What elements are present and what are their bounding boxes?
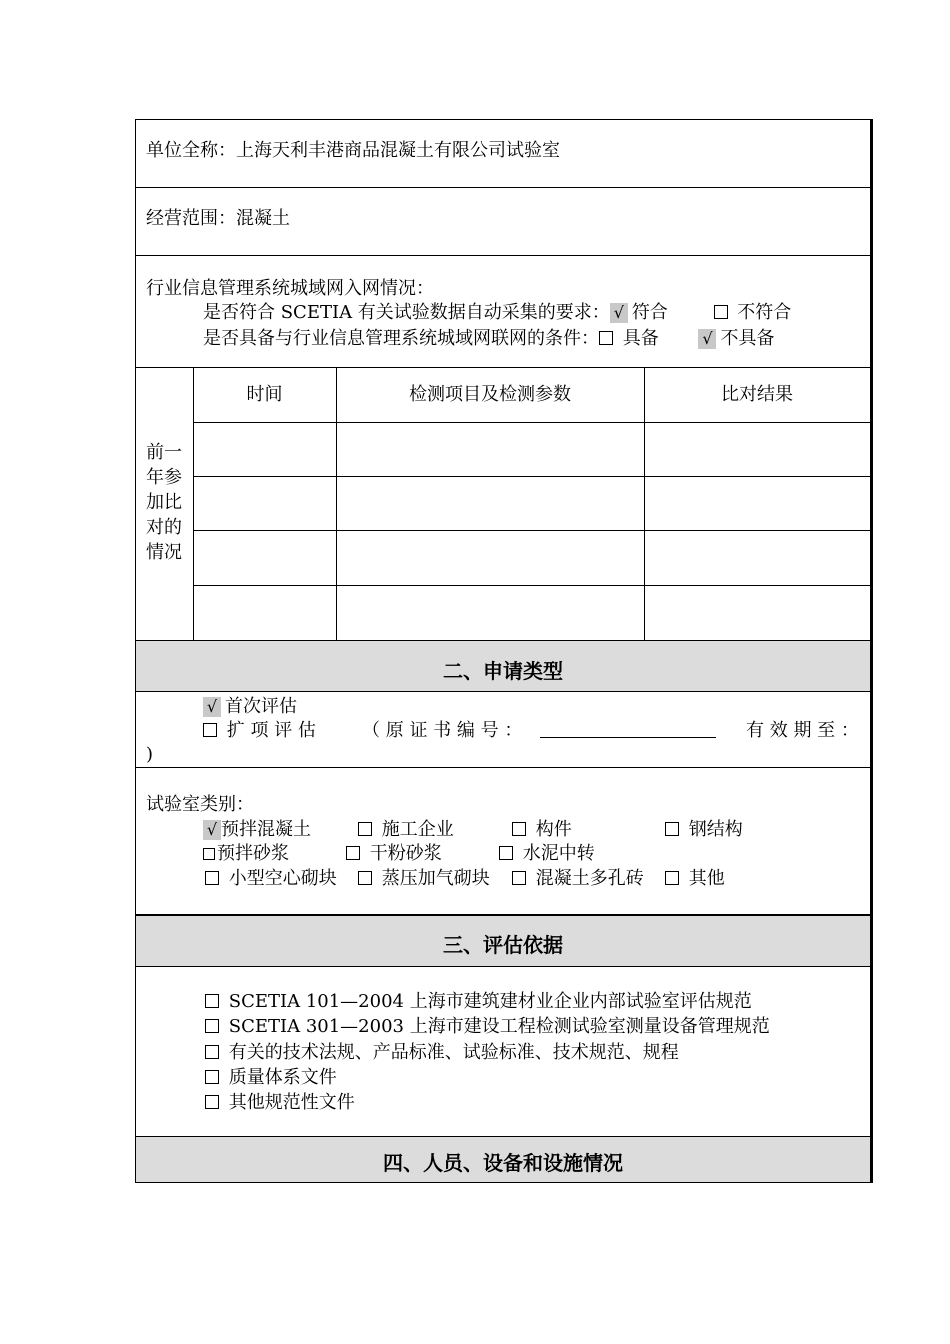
- side-label-line: 年参: [146, 467, 182, 488]
- basis-item: [205, 1014, 770, 1039]
- lab-type-checkbox[interactable]: [205, 871, 219, 885]
- side-label-line: 情况: [146, 542, 182, 563]
- basis-item: [205, 1090, 355, 1115]
- unit-name: [146, 138, 560, 163]
- network-title: 行业信息管理系统城域网入网情况：: [146, 278, 434, 299]
- basis-row: [136, 967, 870, 1137]
- header-result: 比对结果: [721, 384, 793, 405]
- basis-item: [205, 1065, 337, 1090]
- expand-eval-label: 扩 项 评 估: [226, 720, 316, 741]
- ready-mix-concrete-checkbox[interactable]: √: [203, 820, 221, 840]
- q2-have-label: 具备: [622, 328, 659, 349]
- application-form: [135, 119, 871, 1183]
- lab-type-checkbox[interactable]: [665, 871, 679, 885]
- section-2-title: 二、申请类型: [443, 659, 563, 683]
- q1-conform-checkbox[interactable]: √: [610, 303, 628, 323]
- side-label-line: 加比: [146, 492, 182, 513]
- unit-label: 单位全称：: [146, 140, 236, 161]
- header-items: 检测项目及检测参数: [409, 384, 571, 405]
- network-q2-text: 是否具备与行业信息管理系统城域网联网的条件：: [203, 328, 599, 349]
- q1-nonconform-label: 不符合: [737, 302, 792, 323]
- lab-type-option: [203, 841, 289, 866]
- lab-type-label: 水泥中转: [522, 843, 595, 864]
- section-4-title: 四、人员、设备和设施情况: [383, 1151, 623, 1175]
- table-divider: [193, 422, 870, 423]
- basis-item: [205, 1040, 679, 1065]
- network-q1-text: 是否符合 SCETIA 有关试验数据自动采集的要求：: [203, 302, 610, 323]
- basis-checkbox[interactable]: [205, 1019, 219, 1033]
- section-4-header: [136, 1137, 870, 1182]
- lab-type-label: 预拌砂浆: [217, 843, 289, 864]
- unit-value: 上海天利丰港商品混凝土有限公司试验室: [236, 140, 560, 161]
- scope-label: 经营范围：: [146, 208, 236, 229]
- lab-type-row: [136, 768, 870, 915]
- lab-type-label: 混凝土多孔砖: [535, 868, 644, 889]
- cert-number-underline: [540, 721, 716, 738]
- scope-value: 混凝土: [236, 208, 290, 229]
- lab-type-label: 构件: [535, 819, 572, 840]
- lab-type-checkbox[interactable]: [512, 822, 526, 836]
- section-3-title: 三、评估依据: [443, 933, 563, 957]
- application-type-row: [136, 692, 870, 768]
- basis-checkbox[interactable]: [205, 994, 219, 1008]
- close-paren: ): [146, 744, 154, 765]
- side-label-line: 对的: [146, 517, 182, 538]
- scope: [146, 206, 290, 231]
- network-q2: [203, 326, 774, 351]
- side-label-line: 前一: [146, 442, 182, 463]
- lab-type-option: [512, 866, 644, 891]
- q2-nothave-checkbox[interactable]: √: [698, 329, 716, 349]
- expand-eval-checkbox[interactable]: [203, 723, 217, 737]
- comparison-side-label: [146, 440, 186, 565]
- table-divider: [193, 585, 870, 586]
- first-eval-label: 首次评估: [225, 696, 297, 717]
- lab-type-option: [203, 817, 311, 842]
- comparison-table: [136, 368, 870, 641]
- lab-type-option: [499, 841, 595, 866]
- table-divider: [193, 530, 870, 531]
- basis-label: 质量体系文件: [228, 1067, 337, 1088]
- cert-number-field[interactable]: [540, 718, 716, 743]
- unit-row: [136, 120, 870, 188]
- lab-type-label: 其他: [688, 868, 725, 889]
- first-eval-checkbox[interactable]: √: [203, 697, 221, 717]
- lab-type-option: [358, 866, 490, 891]
- lab-type-option: [665, 817, 743, 842]
- expand-eval-option: [203, 718, 316, 743]
- lab-type-title: 试验室类别：: [146, 794, 254, 815]
- lab-type-option: [665, 866, 725, 891]
- cert-number: [362, 718, 522, 743]
- lab-type-checkbox[interactable]: [358, 871, 372, 885]
- valid-until: 有 效 期 至 ：: [746, 720, 859, 741]
- lab-type-checkbox[interactable]: [499, 846, 513, 860]
- basis-item: [205, 989, 752, 1014]
- scope-row: [136, 188, 870, 256]
- basis-label: SCETIA 301—2003 上海市建设工程检测试验室测量设备管理规范: [228, 1016, 770, 1037]
- q2-have-checkbox[interactable]: [599, 331, 613, 345]
- lab-type-checkbox[interactable]: [512, 871, 526, 885]
- lab-type-label: 蒸压加气砌块: [381, 868, 490, 889]
- lab-type-label: 小型空心砌块: [228, 868, 337, 889]
- section-3-header: [136, 915, 870, 967]
- lab-type-checkbox[interactable]: [203, 848, 215, 860]
- lab-type-label: 干粉砂浆: [369, 843, 442, 864]
- lab-type-label: 预拌混凝土: [221, 819, 311, 840]
- cert-number-label: （ 原 证 书 编 号 ：: [362, 720, 523, 741]
- basis-label: 有关的技术法规、产品标准、试验标准、技术规范、规程: [228, 1042, 679, 1063]
- lab-type-label: 钢结构: [688, 819, 743, 840]
- q2-nothave-label: 不具备: [720, 328, 775, 349]
- section-2-header: [136, 641, 870, 692]
- basis-checkbox[interactable]: [205, 1070, 219, 1084]
- header-time: 时间: [246, 384, 283, 405]
- table-divider: [193, 476, 870, 477]
- basis-checkbox[interactable]: [205, 1095, 219, 1109]
- q1-conform-label: 符合: [631, 302, 668, 323]
- lab-type-checkbox[interactable]: [358, 822, 372, 836]
- lab-type-checkbox[interactable]: [665, 822, 679, 836]
- lab-type-option: [512, 817, 572, 842]
- basis-checkbox[interactable]: [205, 1045, 219, 1059]
- basis-label: SCETIA 101—2004 上海市建筑建材业企业内部试验室评估规范: [228, 991, 752, 1012]
- q1-nonconform-checkbox[interactable]: [714, 305, 728, 319]
- lab-type-option: [346, 841, 442, 866]
- lab-type-option: [205, 866, 337, 891]
- first-eval-option: [203, 694, 297, 719]
- network-q1: [203, 300, 791, 325]
- basis-label: 其他规范性文件: [228, 1092, 355, 1113]
- network-row: [136, 256, 870, 368]
- lab-type-option: [358, 817, 454, 842]
- lab-type-label: 施工企业: [381, 819, 454, 840]
- lab-type-checkbox[interactable]: [346, 846, 360, 860]
